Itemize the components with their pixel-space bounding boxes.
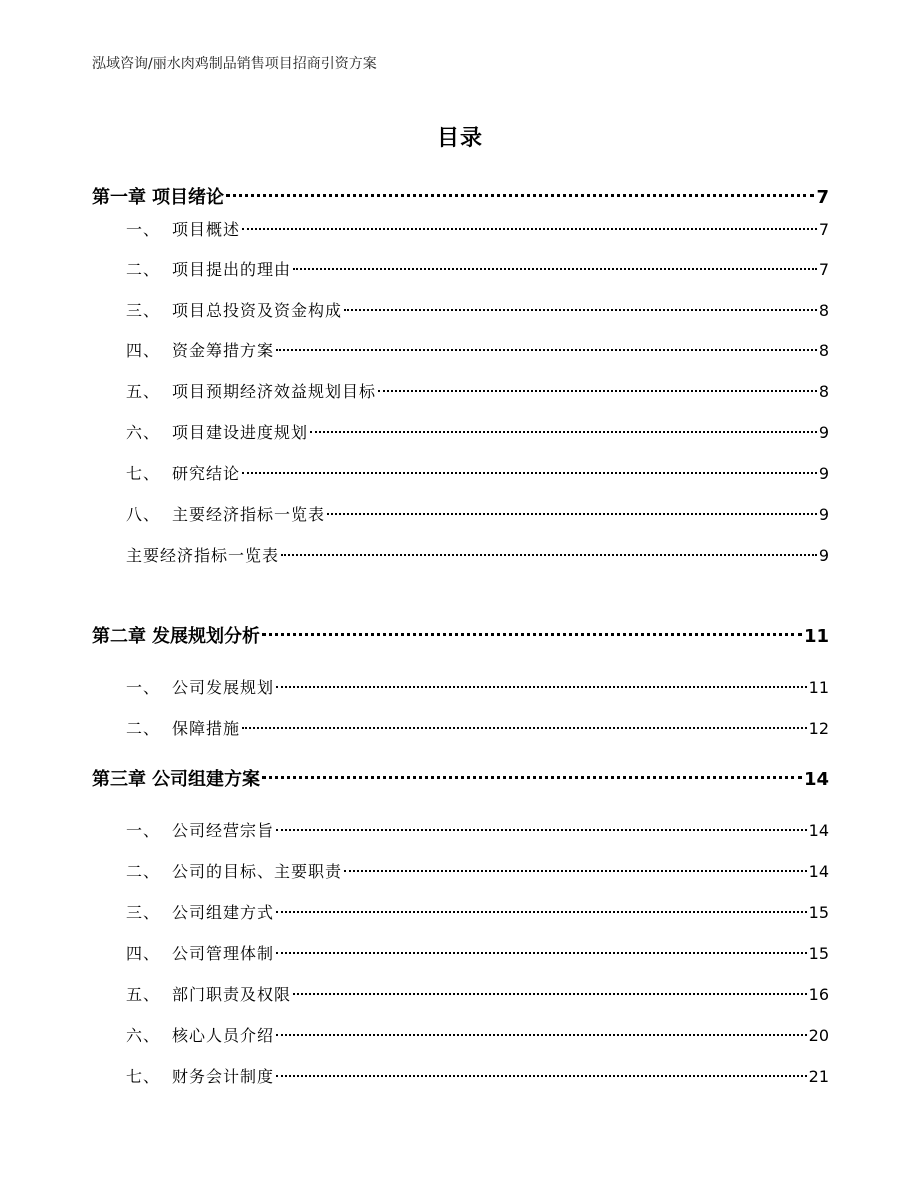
toc-section-entry[interactable] (126, 983, 829, 1007)
toc-section-entry[interactable] (126, 380, 829, 404)
toc-section-entry[interactable] (126, 462, 829, 486)
toc-entry-label: 保障措施 (172, 719, 241, 738)
toc-entry-page-number: 9 (818, 546, 829, 565)
toc-entry-page-number: 21 (808, 1067, 829, 1086)
toc-entry-label: 部门职责及权限 (172, 985, 292, 1004)
toc-entry-label: 项目概述 (172, 220, 241, 239)
toc-chapter-entry[interactable] (92, 185, 829, 211)
toc-entry-label: 项目提出的理由 (172, 260, 292, 279)
toc-entry-number: 第二章 (92, 626, 146, 647)
toc-entry-number: 六、 (126, 423, 161, 442)
toc-entry-label: 研究结论 (172, 464, 241, 483)
toc-dot-leader (276, 1075, 807, 1077)
toc-entry-page-number: 15 (808, 944, 829, 963)
toc-section-entry[interactable] (126, 1024, 829, 1048)
toc-dot-leader (226, 194, 814, 197)
toc-entry-page-number: 8 (818, 382, 829, 401)
toc-section-entry[interactable] (126, 717, 829, 741)
toc-section-entry[interactable] (126, 421, 829, 445)
toc-entry-page-number: 9 (818, 505, 829, 524)
toc-entry-label: 财务会计制度 (172, 1067, 275, 1086)
toc-section-entry[interactable] (126, 544, 829, 568)
toc-entry-number: 二、 (126, 719, 161, 738)
toc-dot-leader (310, 431, 817, 433)
toc-dot-leader (293, 993, 807, 995)
toc-entry-label: 公司经营宗旨 (172, 821, 275, 840)
toc-dot-leader (242, 472, 817, 474)
toc-entry-page-number: 20 (808, 1026, 829, 1045)
toc-section-entry[interactable] (126, 258, 829, 282)
toc-section-entry[interactable] (126, 860, 829, 884)
toc-entry-label: 发展规划分析 (152, 626, 260, 647)
toc-section-entry[interactable] (126, 942, 829, 966)
toc-entry-page-number: 8 (818, 301, 829, 320)
toc-section-entry[interactable] (126, 339, 829, 363)
toc-entry-number: 八、 (126, 505, 161, 524)
toc-entry-page-number: 15 (808, 903, 829, 922)
toc-entry-label: 项目绪论 (152, 187, 224, 208)
toc-section-entry[interactable] (126, 901, 829, 925)
toc-entry-number: 三、 (126, 903, 161, 922)
toc-entry-label: 主要经济指标一览表 (126, 546, 280, 565)
toc-section-entry[interactable] (126, 819, 829, 843)
toc-entry-page-number: 7 (818, 260, 829, 279)
toc-entry-number: 七、 (126, 464, 161, 483)
toc-entry-page-number: 7 (818, 220, 829, 239)
toc-entry-number: 一、 (126, 678, 161, 697)
toc-entry-number: 一、 (126, 821, 161, 840)
toc-entry-label: 项目总投资及资金构成 (172, 301, 343, 320)
toc-dot-leader (344, 309, 817, 311)
toc-entry-page-number: 9 (818, 464, 829, 483)
toc-entry-label: 主要经济指标一览表 (172, 505, 326, 524)
toc-entry-label: 公司的目标、主要职责 (172, 862, 343, 881)
toc-section-entry[interactable] (126, 218, 829, 242)
toc-entry-page-number: 14 (808, 862, 829, 881)
toc-entry-number: 五、 (126, 382, 161, 401)
toc-entry-number: 五、 (126, 985, 161, 1004)
toc-entry-number: 一、 (126, 220, 161, 239)
toc-entry-label: 公司组建方式 (172, 903, 275, 922)
toc-entry-page-number: 14 (808, 821, 829, 840)
toc-dot-leader (276, 911, 807, 913)
toc-entry-number: 四、 (126, 944, 161, 963)
toc-dot-leader (293, 268, 817, 270)
toc-title: 目录 (436, 126, 483, 151)
toc-section-entry[interactable] (126, 1065, 829, 1089)
toc-dot-leader (276, 686, 807, 688)
running-header: 泓域咨询/丽水肉鸡制品销售项目招商引资方案 (92, 56, 377, 72)
toc-dot-leader (327, 513, 817, 515)
toc-dot-leader (262, 633, 802, 636)
toc-dot-leader (242, 228, 817, 230)
toc-entry-page-number: 12 (808, 719, 829, 738)
toc-entry-label: 核心人员介绍 (172, 1026, 275, 1045)
toc-entry-number: 六、 (126, 1026, 161, 1045)
toc-entry-page-number: 11 (803, 626, 829, 647)
toc-dot-leader (378, 390, 817, 392)
toc-dot-leader (242, 727, 807, 729)
toc-chapter-entry[interactable] (92, 624, 829, 650)
toc-entry-label: 公司发展规划 (172, 678, 275, 697)
toc-entry-label: 公司管理体制 (172, 944, 275, 963)
toc-dot-leader (281, 554, 817, 556)
toc-section-entry[interactable] (126, 299, 829, 323)
toc-entry-label: 项目建设进度规划 (172, 423, 309, 442)
toc-entry-number: 三、 (126, 301, 161, 320)
toc-entry-label: 资金筹措方案 (172, 341, 275, 360)
toc-entry-number: 第三章 (92, 769, 146, 790)
toc-entry-number: 二、 (126, 260, 161, 279)
toc-entry-number: 七、 (126, 1067, 161, 1086)
toc-entry-label: 公司组建方案 (152, 769, 260, 790)
toc-entry-page-number: 7 (816, 187, 829, 208)
toc-entry-page-number: 8 (818, 341, 829, 360)
toc-dot-leader (276, 349, 817, 351)
toc-entry-number: 二、 (126, 862, 161, 881)
toc-entry-number: 四、 (126, 341, 161, 360)
toc-entry-number: 第一章 (92, 187, 146, 208)
toc-dot-leader (276, 829, 807, 831)
toc-entry-page-number: 11 (808, 678, 829, 697)
toc-entry-page-number: 9 (818, 423, 829, 442)
toc-dot-leader (276, 1034, 807, 1036)
toc-entry-page-number: 16 (808, 985, 829, 1004)
toc-dot-leader (276, 952, 807, 954)
toc-section-entry[interactable] (126, 503, 829, 527)
toc-entry-page-number: 14 (803, 769, 829, 790)
toc-dot-leader (344, 870, 807, 872)
toc-entry-label: 项目预期经济效益规划目标 (172, 382, 377, 401)
toc-dot-leader (262, 776, 802, 779)
toc-section-entry[interactable] (126, 676, 829, 700)
toc-chapter-entry[interactable] (92, 767, 829, 793)
